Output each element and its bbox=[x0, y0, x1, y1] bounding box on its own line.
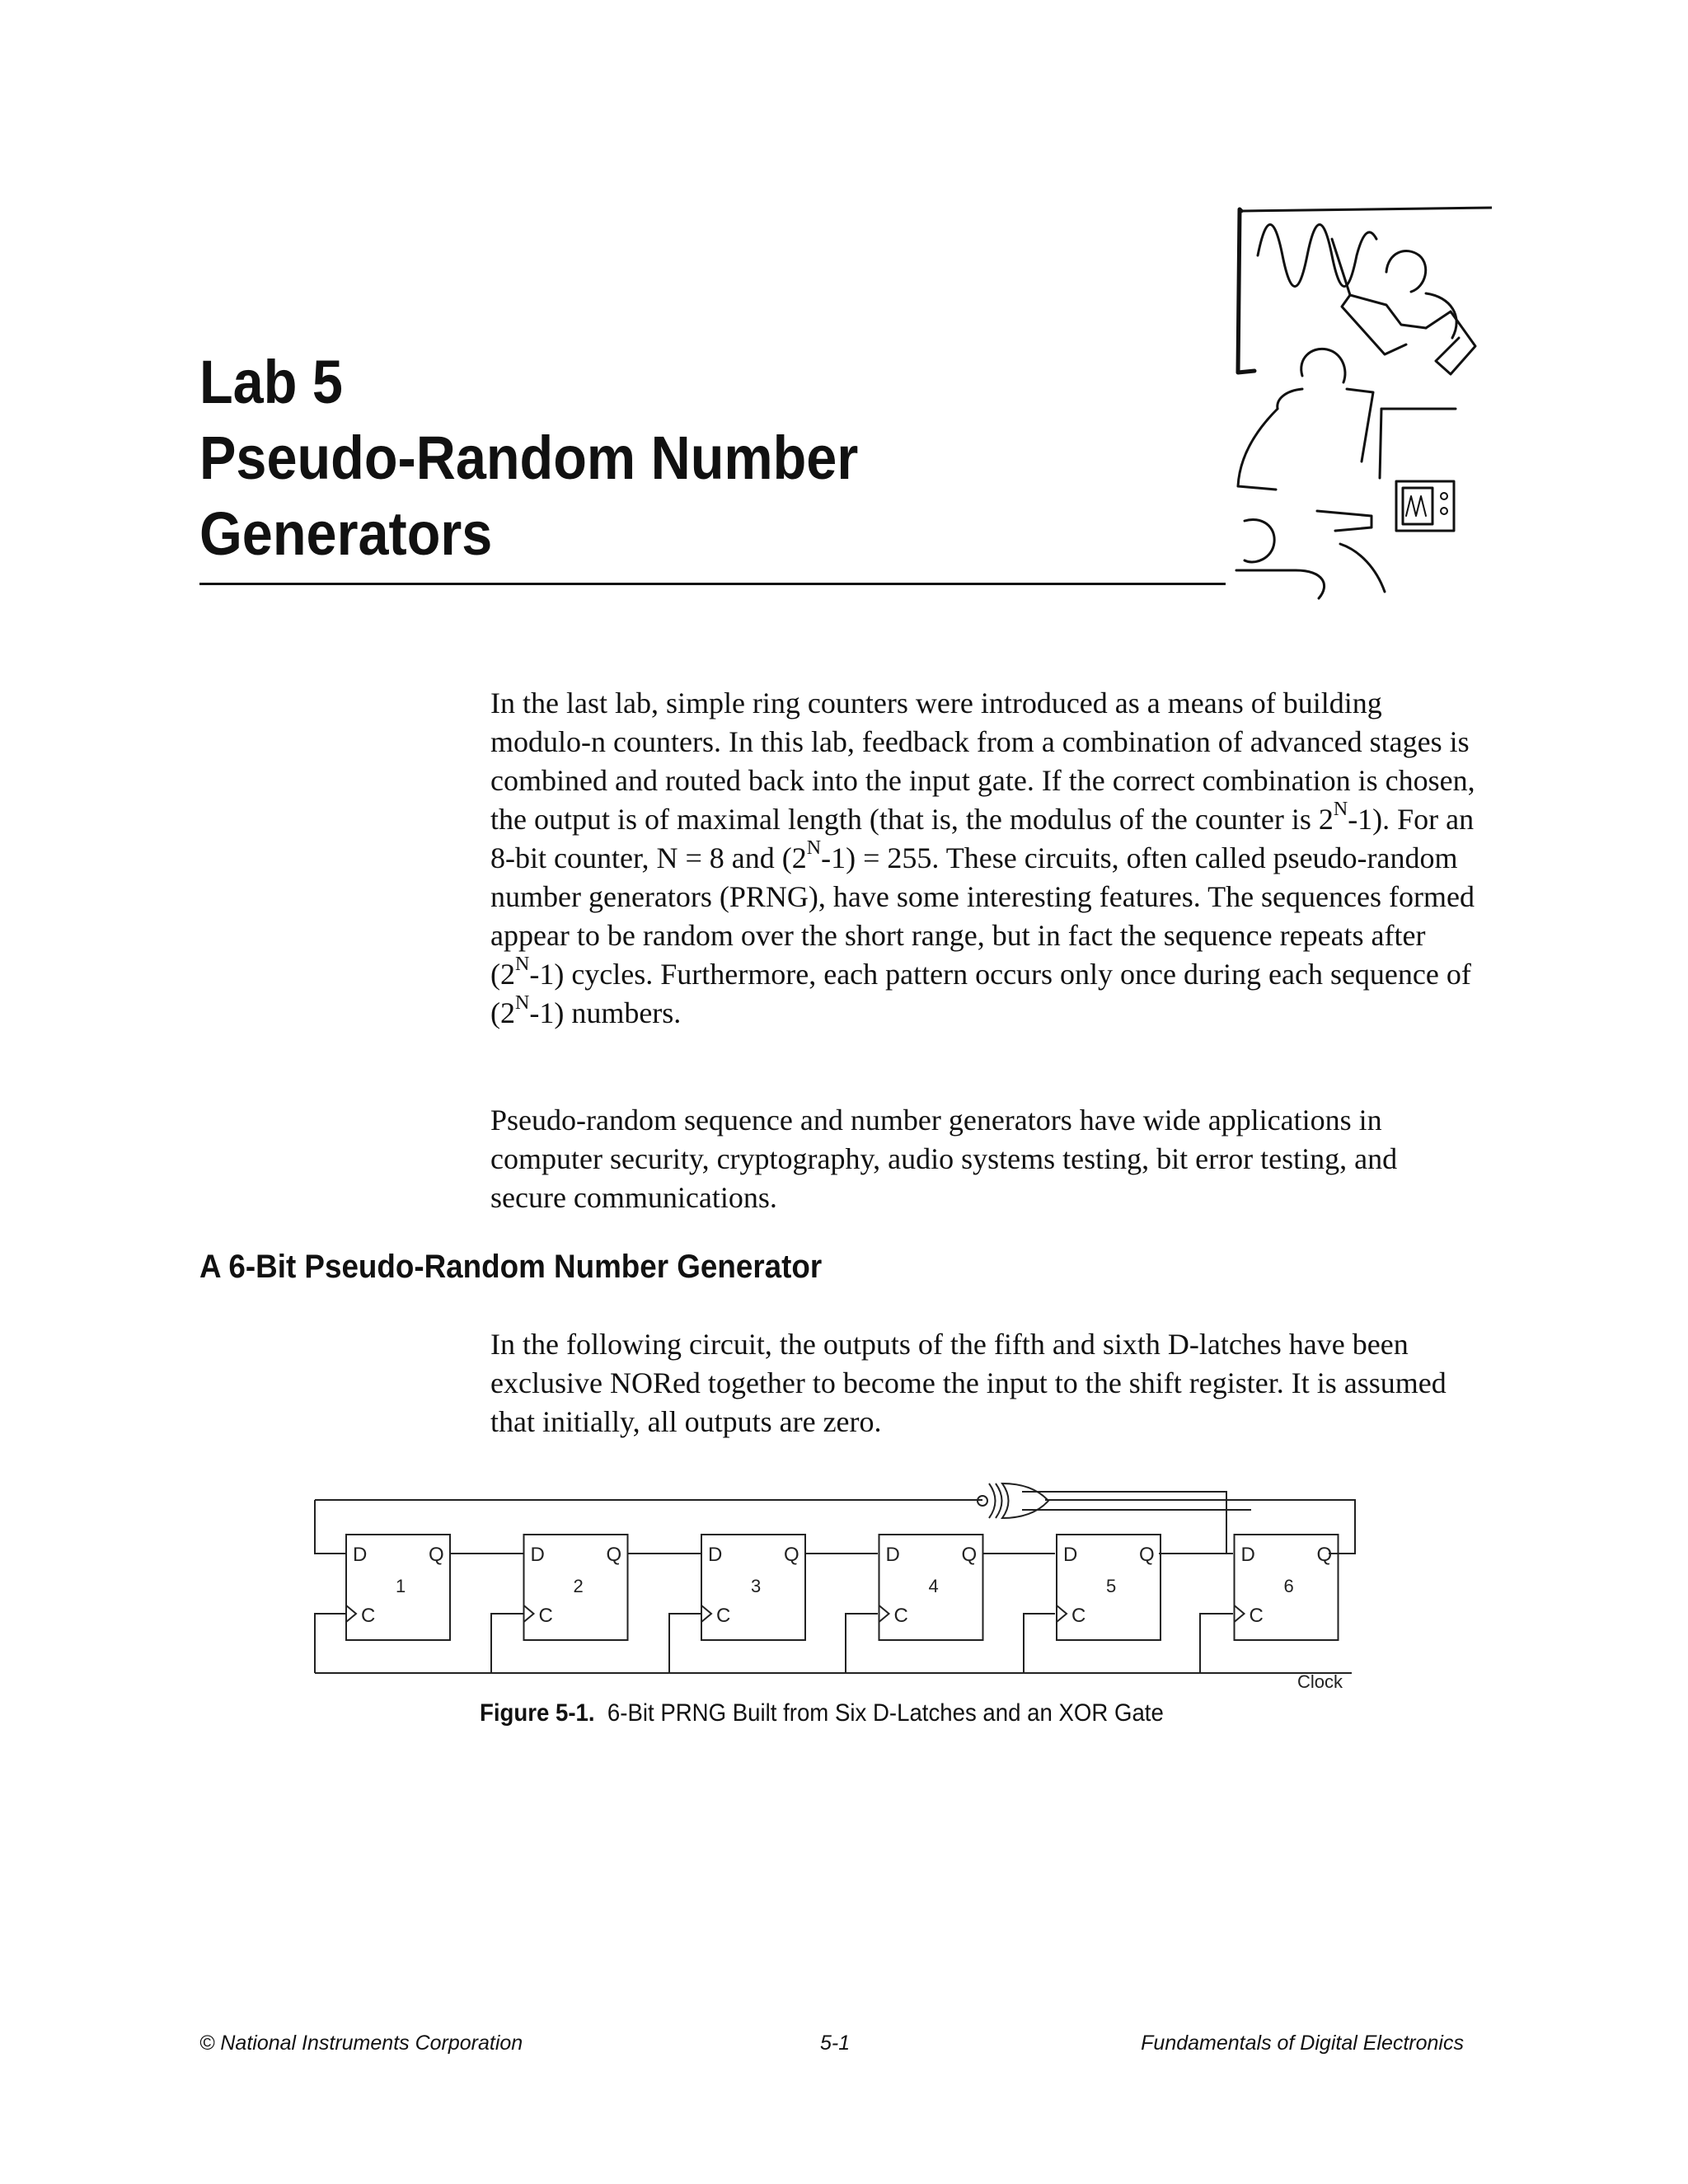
clock-input-triangle bbox=[701, 1605, 711, 1622]
latch-d-label: D bbox=[885, 1544, 900, 1566]
footer-right: Fundamentals of Digital Electronics bbox=[1141, 2032, 1464, 2055]
latch-d-label: D bbox=[1240, 1544, 1255, 1566]
section-paragraph: In the following circuit, the outputs of the fifth and sixth D-latches have been exclusive NORed together to become the input to the shift register. It is assumed that initially, all outputs are zero. bbox=[490, 1328, 1447, 1438]
clock-input-triangle bbox=[1057, 1605, 1067, 1622]
d-latch-5 bbox=[1057, 1535, 1160, 1640]
latch-number: 1 bbox=[396, 1576, 406, 1596]
latch-group bbox=[346, 1535, 1339, 1640]
clock-input-triangle bbox=[524, 1605, 534, 1622]
d-latch-6 bbox=[1235, 1535, 1339, 1640]
latch-number: 6 bbox=[1283, 1576, 1294, 1596]
d-latch-1 bbox=[346, 1535, 450, 1640]
figure-caption-text: 6-Bit PRNG Built from Six D-Latches and an XOR Gate bbox=[607, 1699, 1164, 1727]
title-rule bbox=[199, 583, 1226, 585]
d-latch-4 bbox=[879, 1535, 983, 1640]
superscript-n: N bbox=[515, 954, 530, 975]
latch-d-label: D bbox=[1063, 1544, 1078, 1566]
superscript-n: N bbox=[806, 837, 822, 859]
latch-q-label: Q bbox=[961, 1544, 978, 1566]
latch-number: 3 bbox=[751, 1576, 762, 1596]
clock-input-triangle bbox=[1235, 1605, 1245, 1622]
title-line-3: Generators bbox=[199, 499, 493, 568]
latch-c-label: C bbox=[1249, 1605, 1264, 1627]
superscript-n: N bbox=[515, 992, 530, 1014]
latch-number: 5 bbox=[1106, 1576, 1117, 1596]
lab-illustration bbox=[1179, 198, 1492, 602]
superscript-n: N bbox=[1333, 799, 1348, 820]
footer-page-number: 5-1 bbox=[820, 2032, 851, 2055]
figure-caption bbox=[480, 1699, 1164, 1727]
title-line-2: Pseudo-Random Number bbox=[199, 424, 859, 492]
latch-number: 4 bbox=[928, 1576, 939, 1596]
latch-q-label: Q bbox=[429, 1544, 444, 1566]
latch-c-label: C bbox=[538, 1605, 553, 1627]
clock-input-triangle bbox=[879, 1605, 889, 1622]
latch-c-label: C bbox=[893, 1605, 908, 1627]
wires bbox=[315, 1492, 1355, 1673]
latch-q-label: Q bbox=[606, 1544, 622, 1566]
latch-d-label: D bbox=[708, 1544, 723, 1566]
prng-circuit-diagram bbox=[305, 1451, 1376, 1698]
latch-c-label: C bbox=[1071, 1605, 1086, 1627]
latch-q-label: Q bbox=[784, 1544, 799, 1566]
d-latch-2 bbox=[524, 1535, 628, 1640]
xnor-gate bbox=[978, 1483, 1048, 1518]
intro-paragraph-1: In the last lab, simple ring counters were introduced as a means of building modulo-n counters. In this lab, feedback from a combination of advanced stages is combined and routed back into the input gate. If the correct combination is chosen, the output is of maximal length (that is, the modulus of the counter is $2^N-1$). For an 8-bit counter, N = 8 and $(2^N-1) = 255$. These circuits, often called pseudo-random number generators (PRNG), have some interesting features. The sequences formed appear to be random over the short range, but in fact the sequence repeats after $(2^N-1)$ cycles. Furthermore, each pattern occurs only once during each sequence of $(2^N-1)$ numbers. bbox=[490, 687, 1475, 1029]
title-line-1: Lab 5 bbox=[199, 348, 343, 416]
latch-d-label: D bbox=[530, 1544, 545, 1566]
figure-caption-label: Figure 5-1. bbox=[480, 1699, 595, 1727]
latch-c-label: C bbox=[716, 1605, 731, 1627]
footer-left: © National Instruments Corporation bbox=[199, 2032, 523, 2055]
latch-q-label: Q bbox=[1139, 1544, 1155, 1566]
latch-d-label: D bbox=[353, 1544, 368, 1566]
section-heading: A 6-Bit Pseudo-Random Number Generator bbox=[199, 1249, 823, 1285]
latch-c-label: C bbox=[361, 1605, 376, 1627]
page-title bbox=[199, 344, 858, 572]
latch-q-label: Q bbox=[1316, 1544, 1333, 1566]
intro-paragraph-2: Pseudo-random sequence and number generators have wide applications in computer security, cryptography, audio systems testing, bit error testing, and secure communications. bbox=[490, 1104, 1398, 1214]
clock-input-triangle bbox=[346, 1605, 356, 1622]
d-latch-3 bbox=[701, 1535, 805, 1640]
clock-label: Clock bbox=[1297, 1671, 1343, 1692]
latch-number: 2 bbox=[573, 1576, 584, 1596]
